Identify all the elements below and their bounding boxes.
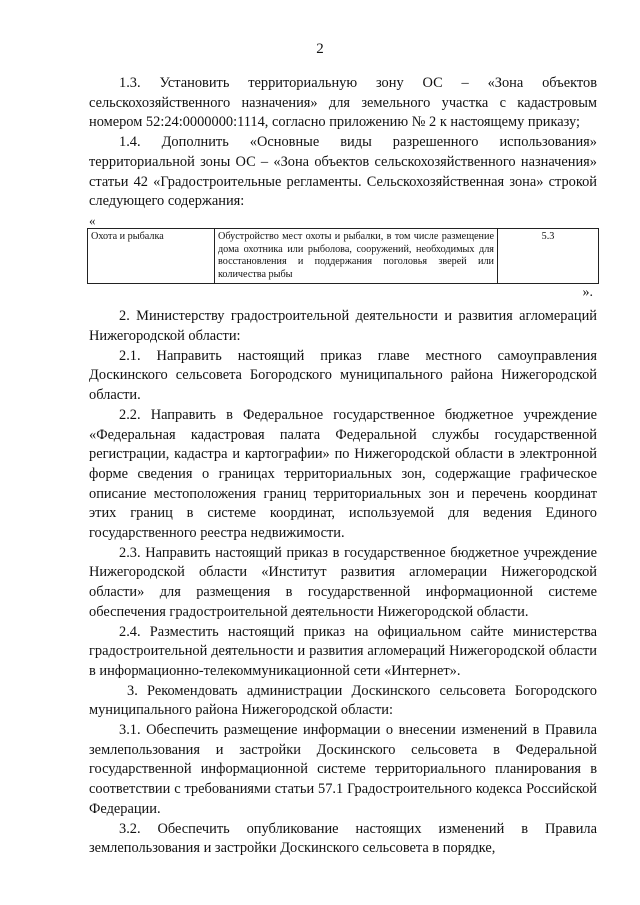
- land-use-table: [87, 228, 599, 284]
- table-row: [88, 228, 599, 283]
- paragraph-2-3: 2.3. Направить настоящий приказ в государственное бюджетное учреждение Нижегородской области «Институт развития агломерации Нижегородской области» для размещения в государственной информационной системе обеспечения градостроительной деятельности Нижегородской области.: [89, 544, 597, 620]
- paragraph-2-1: 2.1. Направить настоящий приказ главе местного самоуправления Доскинского сельсовета Богородского муниципального района Нижегородской области.: [89, 347, 597, 404]
- page-number: 2: [316, 41, 324, 57]
- paragraph-3-1: 3.1. Обеспечить размещение информации о внесении изменений в Правила землепользования и застройки Доскинского сельсовета в Федеральной государственной информационной системе территориального планирования в соответствии с требованиями статьи 57.1 Градостроительного кодекса Российской Федерации.: [89, 722, 597, 817]
- paragraph-3: 3. Рекомендовать администрации Доскинского сельсовета Богородского муниципального района Нижегородской области:: [89, 682, 597, 719]
- paragraph-2-4: 2.4. Разместить настоящий приказ на официальном сайте министерства градостроительной деятельности и развития агломераций Нижегородской области в информационно-телекоммуникационной сети «Интернет».: [89, 623, 597, 679]
- paragraph-2-2: 2.2. Направить в Федеральное государственное бюджетное учреждение «Федеральная кадастровая палата Федеральной службы государственной регистрации, кадастра и картографии» по Нижегородской области в электронной форме сведения о границах территориальных зон, содержащие графическое описание местоположения границ территориальных зон и перечень координат этих границ в системе координат, используемой для ведения Единого государственного реестра недвижимости.: [89, 406, 597, 542]
- document-body: [89, 74, 597, 859]
- paragraph-3-2: 3.2. Обеспечить опубликование настоящих изменений в Правила землепользования и застройки Доскинского сельсовета в порядке,: [89, 820, 597, 857]
- table-cell-use-name: Охота и рыбалка: [88, 228, 215, 283]
- table-quote-close: ».: [582, 285, 593, 301]
- paragraph-1-3: 1.3. Установить территориальную зону ОС – «Зона объектов сельскохозяйственного назначения» для земельного участка с кадастровым номером 52:24:0000000:1114, согласно приложению № 2 к настоящему приказу;: [89, 75, 597, 131]
- paragraph-2: 2. Министерству градостроительной деятельности и развития агломераций Нижегородской области:: [89, 308, 597, 344]
- table-cell-use-description: Обустройство мест охоты и рыбалки, в том числе размещение дома охотника или рыболова, сооружений, необходимых для восстановления и поддержания поголовья зверей или количества рыбы: [215, 228, 498, 283]
- table-cell-use-code: 5.3: [498, 228, 599, 283]
- table-quote-open: «: [89, 212, 96, 228]
- paragraph-1-4: 1.4. Дополнить «Основные виды разрешенного использования» территориальной зоны ОС – «Зона объектов сельскохозяйственного назначения» статьи 42 «Градостроительные регламенты. Сельскохозяйственная зона» строкой следующего содержания:: [89, 134, 597, 210]
